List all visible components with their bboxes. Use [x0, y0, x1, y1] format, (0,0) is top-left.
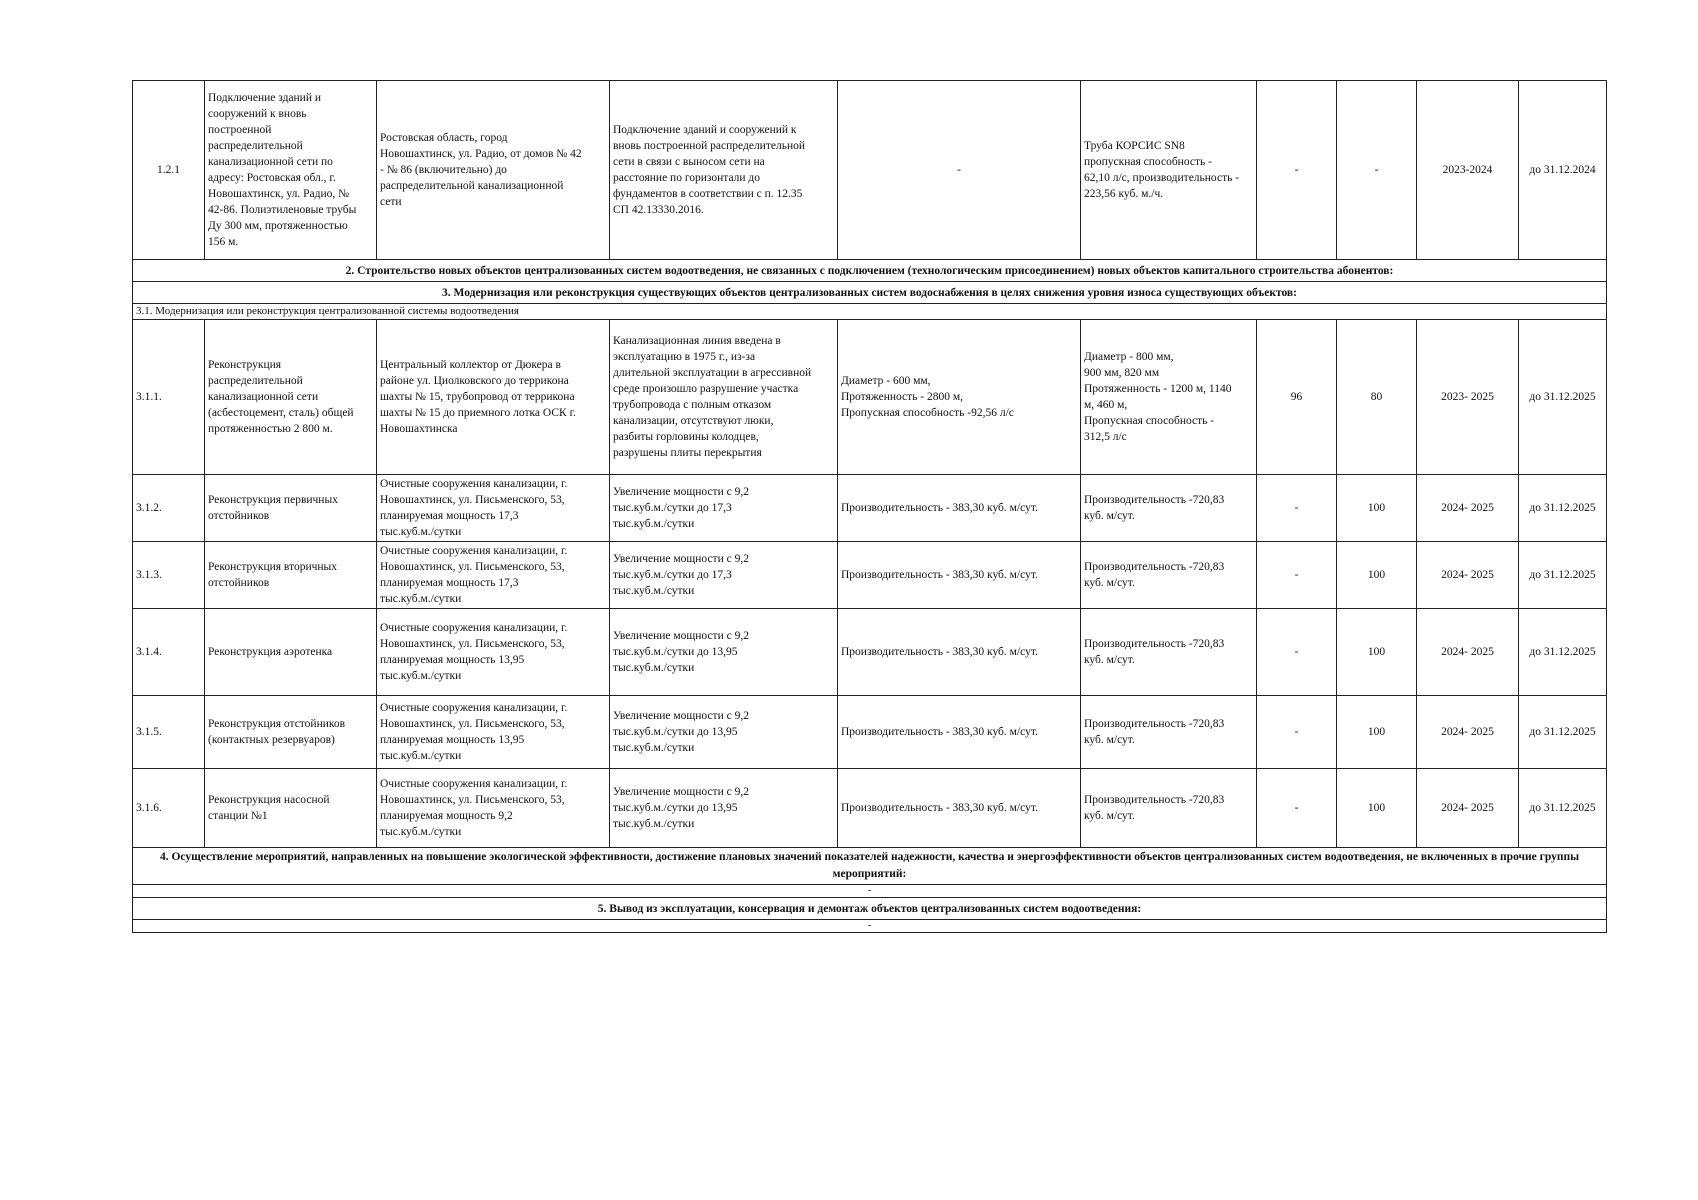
- implementation-period: 2024- 2025: [1417, 769, 1519, 848]
- table-row: [133, 81, 1607, 260]
- measure-justification: Увеличение мощности с 9,2 тыс.куб.м./сутки до 13,95 тыс.куб.м./сутки: [610, 769, 838, 848]
- wear-before: -: [1257, 81, 1337, 260]
- measure-justification: Подключение зданий и сооружений к вновь построенной распределительной сети в связи с выносом сети на расстояние по горизонтали до фундаментов в соответствии с п. 12.35 СП 42.13330.2016.: [610, 81, 838, 260]
- measure-justification: Канализационная линия введена в эксплуатацию в 1975 г., из-за длительной эксплуатации в агрессивной среде произошло разрушение участка трубопровода с полным отказом канализации, отсутствуют люки, разбиты горловины колодцев, разрушены плиты перекрытия: [610, 320, 838, 475]
- measure-name: Реконструкция распределительной канализационной сети (асбестоцемент, сталь) общей протяженностью 2 800 м.: [205, 320, 377, 475]
- parameters-before: Диаметр - 600 мм, Протяженность - 2800 м, Пропускная способность -92,56 л/с: [838, 320, 1081, 475]
- measure-name: Реконструкция аэротенка: [205, 609, 377, 696]
- section-5-empty-marker: -: [133, 920, 1607, 933]
- subsection-heading-row: [133, 304, 1607, 320]
- measure-justification: Увеличение мощности с 9,2 тыс.куб.м./сутки до 13,95 тыс.куб.м./сутки: [610, 609, 838, 696]
- section-heading-row: [133, 260, 1607, 282]
- parameters-after: Производительность -720,83 куб. м/сут.: [1081, 609, 1257, 696]
- measure-location: Очистные сооружения канализации, г. Новошахтинск, ул. Письменского, 53, планируемая мощность 9,2 тыс.куб.м./сутки: [377, 769, 610, 848]
- measures-table: [132, 80, 1607, 933]
- wear-before: -: [1257, 542, 1337, 609]
- wear-before: -: [1257, 769, 1337, 848]
- subsection-3-1-heading: 3.1. Модернизация или реконструкция централизованной системы водоотведения: [133, 304, 1607, 320]
- table-row: [133, 320, 1607, 475]
- section-4-heading: 4. Осуществление мероприятий, направленных на повышение экологической эффективности, достижение плановых значений показателей надежности, качества и энергоэффективности объектов централизованных систем водоотведения, не включенных в прочие группы мероприятий:: [133, 848, 1607, 885]
- row-number: 3.1.6.: [133, 769, 205, 848]
- parameters-after: Производительность -720,83 куб. м/сут.: [1081, 475, 1257, 542]
- table-row: [133, 475, 1607, 542]
- measure-location: Очистные сооружения канализации, г. Новошахтинск, ул. Письменского, 53, планируемая мощность 17,3 тыс.куб.м./сутки: [377, 542, 610, 609]
- wear-before: -: [1257, 696, 1337, 769]
- empty-section-row: [133, 885, 1607, 898]
- wear-after: 100: [1337, 542, 1417, 609]
- section-heading-row: [133, 848, 1607, 885]
- section-2-heading: 2. Строительство новых объектов централизованных систем водоотведения, не связанных с подключением (технологическим присоединением) новых объектов капитального строительства абонентов:: [133, 260, 1607, 282]
- table-row: [133, 769, 1607, 848]
- parameters-before: Производительность - 383,30 куб. м/сут.: [838, 696, 1081, 769]
- implementation-period: 2024- 2025: [1417, 475, 1519, 542]
- wear-before: -: [1257, 609, 1337, 696]
- implementation-period: 2024- 2025: [1417, 609, 1519, 696]
- implementation-period: 2023- 2025: [1417, 320, 1519, 475]
- implementation-period: 2024- 2025: [1417, 542, 1519, 609]
- measure-name: Реконструкция вторичных отстойников: [205, 542, 377, 609]
- wear-after: -: [1337, 81, 1417, 260]
- row-number: 3.1.2.: [133, 475, 205, 542]
- wear-before: -: [1257, 475, 1337, 542]
- row-number: 3.1.4.: [133, 609, 205, 696]
- empty-section-row: [133, 920, 1607, 933]
- parameters-before: Производительность - 383,30 куб. м/сут.: [838, 769, 1081, 848]
- section-5-heading: 5. Вывод из эксплуатации, консервация и демонтаж объектов централизованных систем водоотведения:: [133, 898, 1607, 920]
- measure-name: Реконструкция отстойников (контактных резервуаров): [205, 696, 377, 769]
- measure-name: Реконструкция насосной станции №1: [205, 769, 377, 848]
- measure-location: Центральный коллектор от Дюкера в районе ул. Циолковского до терриконa шахты № 15, трубопровод от терриконa шахты № 15 до приемного лотка ОСК г. Новошахтинска: [377, 320, 610, 475]
- measure-name: Реконструкция первичных отстойников: [205, 475, 377, 542]
- deadline: до 31.12.2025: [1519, 769, 1607, 848]
- table-row: [133, 609, 1607, 696]
- measure-justification: Увеличение мощности с 9,2 тыс.куб.м./сутки до 17,3 тыс.куб.м./сутки: [610, 542, 838, 609]
- measure-location: Очистные сооружения канализации, г. Новошахтинск, ул. Письменского, 53, планируемая мощность 17,3 тыс.куб.м./сутки: [377, 475, 610, 542]
- deadline: до 31.12.2024: [1519, 81, 1607, 260]
- deadline: до 31.12.2025: [1519, 609, 1607, 696]
- wear-after: 100: [1337, 769, 1417, 848]
- measure-location: Ростовская область, город Новошахтинск, ул. Радио, от домов № 42 - № 86 (включительно) до распределительной канализационной сети: [377, 81, 610, 260]
- row-number: 1.2.1: [133, 81, 205, 260]
- parameters-before: Производительность - 383,30 куб. м/сут.: [838, 475, 1081, 542]
- row-number: 3.1.1.: [133, 320, 205, 475]
- wear-after: 100: [1337, 609, 1417, 696]
- measure-justification: Увеличение мощности с 9,2 тыс.куб.м./сутки до 13,95 тыс.куб.м./сутки: [610, 696, 838, 769]
- row-number: 3.1.5.: [133, 696, 205, 769]
- wear-after: 100: [1337, 696, 1417, 769]
- table-row: [133, 542, 1607, 609]
- section-heading-row: [133, 282, 1607, 304]
- section-3-heading: 3. Модернизация или реконструкция существующих объектов централизованных систем водоснабжения в целях снижения уровня износа существующих объектов:: [133, 282, 1607, 304]
- parameters-after: Производительность -720,83 куб. м/сут.: [1081, 696, 1257, 769]
- wear-before: 96: [1257, 320, 1337, 475]
- parameters-after: Труба КОРСИС SN8 пропускная способность - 62,10 л/с, производительность - 223,56 куб. м./ч.: [1081, 81, 1257, 260]
- measure-name: Подключение зданий и сооружений к вновь построенной распределительной канализационной сети по адресу: Ростовская обл., г. Новошахтинск, ул. Радио, № 42-86. Полиэтиленовые трубы Ду 300 мм, протяженностью 156 м.: [205, 81, 377, 260]
- deadline: до 31.12.2025: [1519, 542, 1607, 609]
- parameters-after: Диаметр - 800 мм, 900 мм, 820 мм Протяженность - 1200 м, 1140 м, 460 м, Пропускная способность - 312,5 л/с: [1081, 320, 1257, 475]
- deadline: до 31.12.2025: [1519, 320, 1607, 475]
- wear-after: 100: [1337, 475, 1417, 542]
- implementation-period: 2023-2024: [1417, 81, 1519, 260]
- wear-after: 80: [1337, 320, 1417, 475]
- implementation-period: 2024- 2025: [1417, 696, 1519, 769]
- parameters-after: Производительность -720,83 куб. м/сут.: [1081, 769, 1257, 848]
- parameters-before: -: [838, 81, 1081, 260]
- deadline: до 31.12.2025: [1519, 696, 1607, 769]
- parameters-before: Производительность - 383,30 куб. м/сут.: [838, 542, 1081, 609]
- parameters-before: Производительность - 383,30 куб. м/сут.: [838, 609, 1081, 696]
- section-heading-row: [133, 898, 1607, 920]
- measure-location: Очистные сооружения канализации, г. Новошахтинск, ул. Письменского, 53, планируемая мощность 13,95 тыс.куб.м./сутки: [377, 696, 610, 769]
- measure-justification: Увеличение мощности с 9,2 тыс.куб.м./сутки до 17,3 тыс.куб.м./сутки: [610, 475, 838, 542]
- parameters-after: Производительность -720,83 куб. м/сут.: [1081, 542, 1257, 609]
- table-row: [133, 696, 1607, 769]
- row-number: 3.1.3.: [133, 542, 205, 609]
- section-4-empty-marker: -: [133, 885, 1607, 898]
- measure-location: Очистные сооружения канализации, г. Новошахтинск, ул. Письменского, 53, планируемая мощность 13,95 тыс.куб.м./сутки: [377, 609, 610, 696]
- deadline: до 31.12.2025: [1519, 475, 1607, 542]
